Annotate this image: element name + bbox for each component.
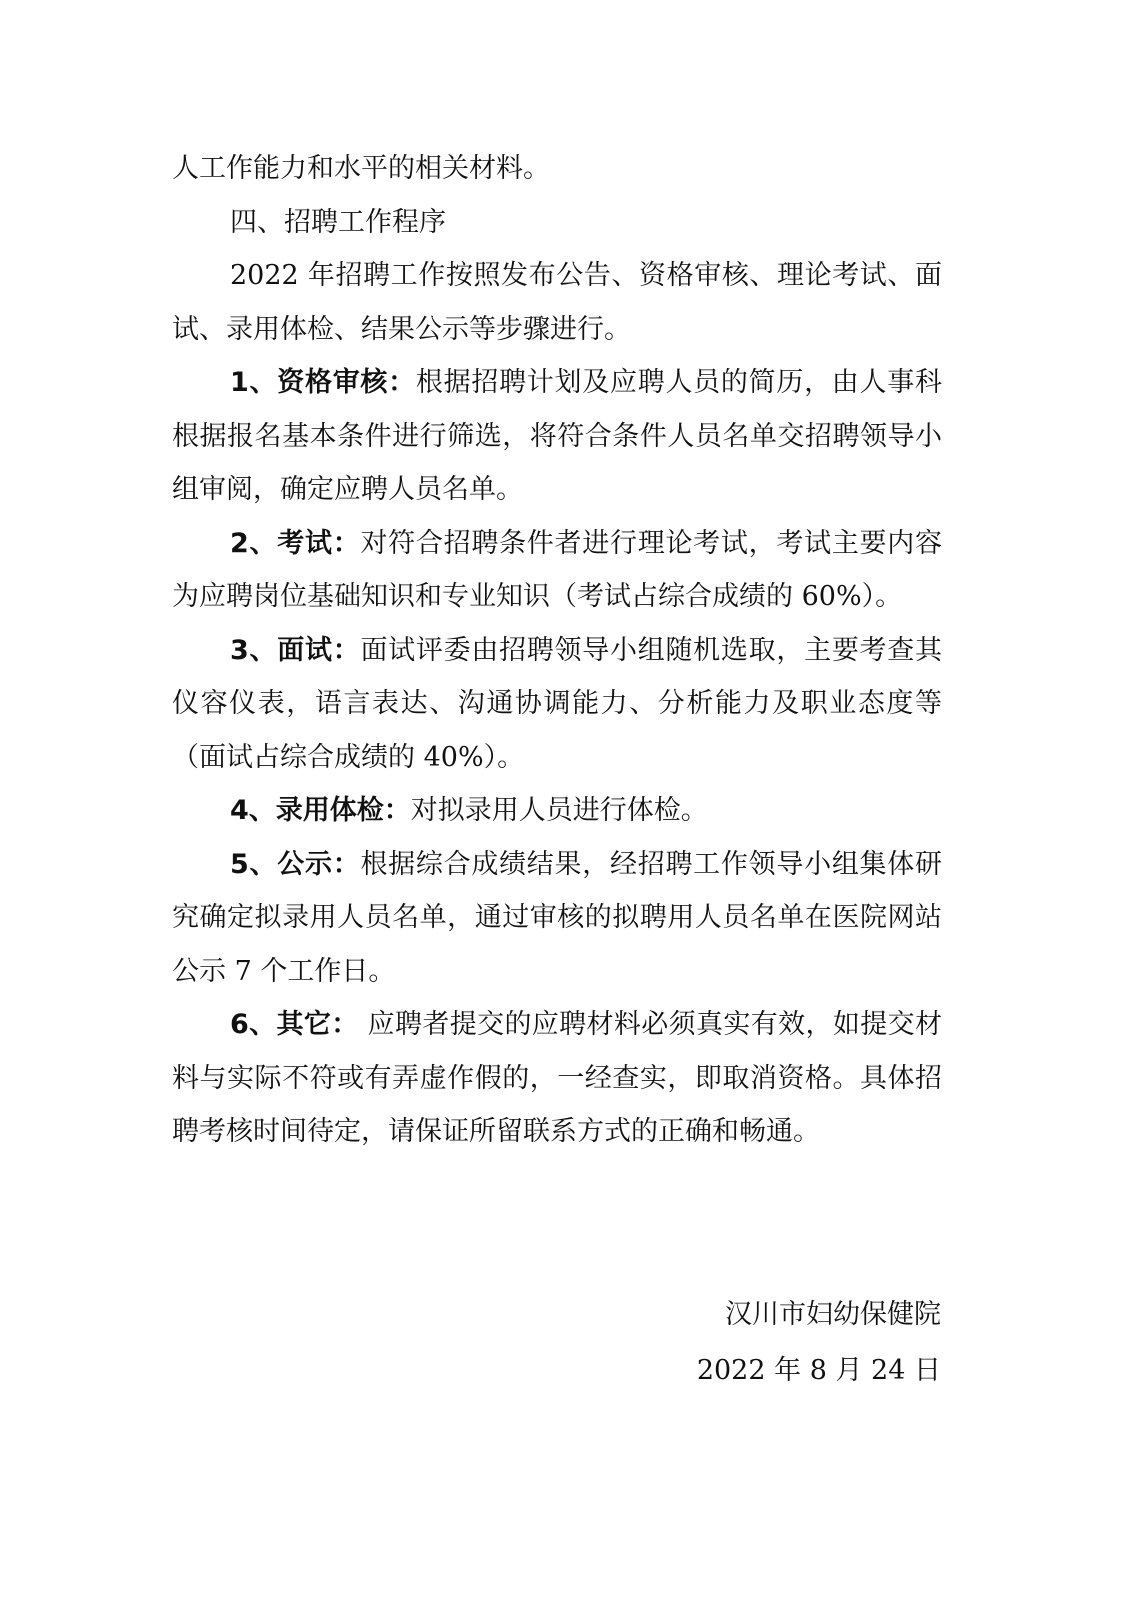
step-text: 对拟录用人员进行体检。 <box>410 795 708 826</box>
step-text: 根据综合成绩结果，经招聘工作领导小组集体研究确定拟录用人员名单，通过审核的拟聘用人员名单在医院网站公示 7 个工作日。 <box>172 848 942 987</box>
step-lead: 4、录用体检： <box>230 795 411 826</box>
step-qualification-review <box>172 356 942 517</box>
step-lead: 3、面试： <box>230 634 361 666</box>
step-medical-exam <box>172 784 942 838</box>
section-heading: 四、招聘工作程序 <box>230 206 446 238</box>
step-exam <box>172 517 942 624</box>
step-text: 应聘者提交的应聘材料必须真实有效，如提交材料与实际不符或有弄虚作假的，一经查实，即取消资格。具体招聘考核时间待定，请保证所留联系方式的正确和畅通。 <box>172 1009 942 1147</box>
step-publicity <box>172 838 942 999</box>
signature-organization: 汉川市妇幼保健院 <box>725 1299 941 1330</box>
step-text: 对符合招聘条件者进行理论考试，考试主要内容为应聘岗位基础知识和专业知识（考试占综合成绩的 60%）。 <box>172 527 942 612</box>
signature-block <box>697 1287 941 1399</box>
step-interview <box>172 624 942 785</box>
step-lead: 5、公示： <box>230 848 361 880</box>
step-lead: 1、资格审核： <box>230 367 416 398</box>
step-text: 面试评委由招聘领导小组随机选取，主要考查其仪容仪表，语言表达、沟通协调能力、分析能力及职业态度等（面试占综合成绩的 40%）。 <box>172 634 942 773</box>
signature-date: 2022 年 8 月 24 日 <box>696 1355 941 1386</box>
step-lead: 2、考试： <box>230 527 361 559</box>
step-other <box>172 998 942 1159</box>
intro-tail-paragraph: 人工作能力和水平的相关材料。 <box>172 153 550 184</box>
step-text: 根据招聘计划及应聘人员的简历，由人事科根据报名基本条件进行筛选，将符合条件人员名单交招聘领导小组审阅，确定应聘人员名单。 <box>172 367 942 505</box>
step-lead: 6、其它： <box>230 1009 359 1040</box>
document-body <box>172 142 942 1159</box>
overview-paragraph: 2022 年招聘工作按照发布公告、资格审核、理论考试、面试、录用体检、结果公示等步骤进行。 <box>172 260 942 345</box>
